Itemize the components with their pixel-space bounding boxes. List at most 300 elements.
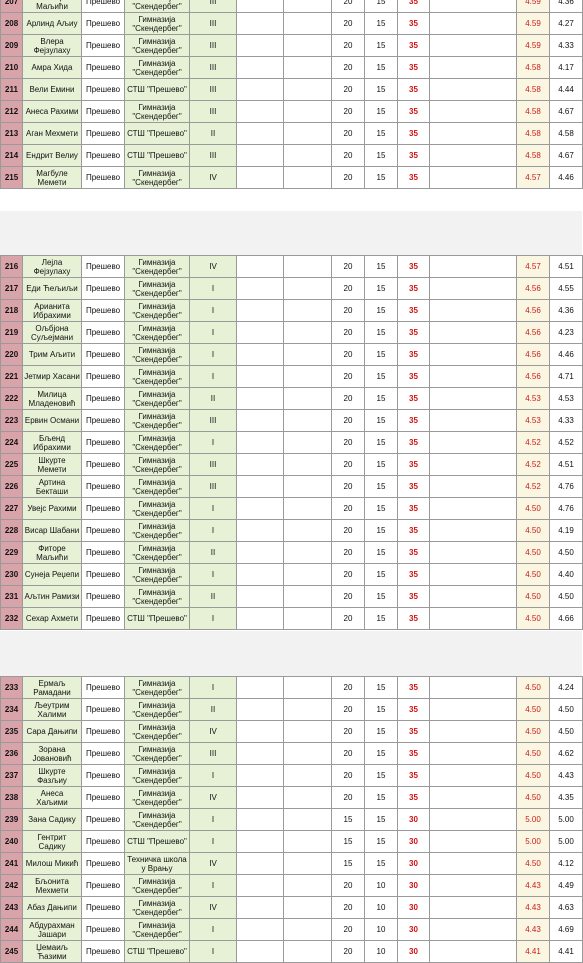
score-a-cell: 20 xyxy=(332,300,365,322)
student-name: Ендрит Велиу xyxy=(23,145,82,167)
score-a-cell: 20 xyxy=(332,721,365,743)
school-cell: Гимназија "Скендербег" xyxy=(125,57,190,79)
city-cell: Прешево xyxy=(82,809,125,831)
school-cell: Гимназија "Скендербег" xyxy=(125,897,190,919)
grade-cell: I xyxy=(190,278,237,300)
city-cell: Прешево xyxy=(82,366,125,388)
empty-cell xyxy=(284,564,332,586)
average-cell: 4.50 xyxy=(517,787,550,809)
grade-cell: I xyxy=(190,809,237,831)
grade-cell: IV xyxy=(190,897,237,919)
city-cell: Прешево xyxy=(82,677,125,699)
last-grade-cell: 4.51 xyxy=(550,256,583,278)
average-cell: 4.56 xyxy=(517,322,550,344)
row-number: 207 xyxy=(1,0,23,13)
table-row xyxy=(1,101,583,123)
student-name: Фиторе Маљићи xyxy=(23,542,82,564)
empty-cell xyxy=(430,919,517,941)
empty-cell xyxy=(284,366,332,388)
last-grade-cell: 4.24 xyxy=(550,677,583,699)
empty-cell xyxy=(237,344,284,366)
empty-cell xyxy=(237,586,284,608)
city-cell: Прешево xyxy=(82,101,125,123)
empty-cell xyxy=(237,300,284,322)
score-b-cell: 15 xyxy=(365,410,398,432)
city-cell: Прешево xyxy=(82,941,125,963)
grade-cell: II xyxy=(190,699,237,721)
empty-cell xyxy=(284,853,332,875)
grade-cell: I xyxy=(190,498,237,520)
last-grade-cell: 4.55 xyxy=(550,278,583,300)
table-row xyxy=(1,831,583,853)
total-points-cell: 35 xyxy=(398,278,430,300)
score-a-cell: 20 xyxy=(332,256,365,278)
city-cell: Прешево xyxy=(82,542,125,564)
school-cell: Гимназија "Скендербег" xyxy=(125,13,190,35)
empty-cell xyxy=(237,875,284,897)
student-name: Бљенд Ибрахими xyxy=(23,432,82,454)
city-cell: Прешево xyxy=(82,454,125,476)
school-cell: СТШ "Прешево" xyxy=(125,608,190,630)
total-points-cell: 35 xyxy=(398,765,430,787)
total-points-cell: 35 xyxy=(398,145,430,167)
average-cell: 4.50 xyxy=(517,542,550,564)
average-cell: 4.52 xyxy=(517,432,550,454)
student-name: Бљонита Мехмети xyxy=(23,875,82,897)
grade-cell: II xyxy=(190,542,237,564)
last-grade-cell: 4.17 xyxy=(550,57,583,79)
school-cell: "Скендербег" xyxy=(125,0,190,13)
empty-cell xyxy=(430,809,517,831)
total-points-cell: 35 xyxy=(398,0,430,13)
city-cell: Прешево xyxy=(82,699,125,721)
empty-cell xyxy=(237,256,284,278)
table-row xyxy=(1,809,583,831)
student-name: Абаз Дањипи xyxy=(23,897,82,919)
grade-cell: I xyxy=(190,831,237,853)
empty-cell xyxy=(284,278,332,300)
student-name: Висар Шабани xyxy=(23,520,82,542)
last-grade-cell: 4.63 xyxy=(550,897,583,919)
empty-cell xyxy=(430,57,517,79)
average-cell: 4.43 xyxy=(517,919,550,941)
student-name: Сунеја Реџепи xyxy=(23,564,82,586)
score-b-cell: 15 xyxy=(365,476,398,498)
score-b-cell: 15 xyxy=(365,322,398,344)
empty-cell xyxy=(430,101,517,123)
table-row xyxy=(1,454,583,476)
row-number: 235 xyxy=(1,721,23,743)
grade-cell: III xyxy=(190,476,237,498)
empty-cell xyxy=(237,743,284,765)
city-cell: Прешево xyxy=(82,919,125,941)
empty-cell xyxy=(284,498,332,520)
last-grade-cell: 4.36 xyxy=(550,300,583,322)
school-cell: Гимназија "Скендербег" xyxy=(125,410,190,432)
empty-cell xyxy=(237,941,284,963)
empty-cell xyxy=(284,586,332,608)
empty-cell xyxy=(430,765,517,787)
city-cell: Прешево xyxy=(82,278,125,300)
student-name: Артина Бекташи xyxy=(23,476,82,498)
school-cell: Гимназија "Скендербег" xyxy=(125,35,190,57)
average-cell: 4.50 xyxy=(517,498,550,520)
score-a-cell: 20 xyxy=(332,454,365,476)
row-number: 221 xyxy=(1,366,23,388)
empty-cell xyxy=(237,57,284,79)
score-b-cell: 15 xyxy=(365,498,398,520)
last-grade-cell: 4.19 xyxy=(550,520,583,542)
empty-cell xyxy=(284,542,332,564)
city-cell: Прешево xyxy=(82,344,125,366)
score-a-cell: 20 xyxy=(332,0,365,13)
score-b-cell: 15 xyxy=(365,765,398,787)
empty-cell xyxy=(430,344,517,366)
empty-cell xyxy=(284,699,332,721)
average-cell: 4.59 xyxy=(517,0,550,13)
score-b-cell: 15 xyxy=(365,13,398,35)
grade-cell: II xyxy=(190,388,237,410)
student-name: Аљтин Рамизи xyxy=(23,586,82,608)
empty-cell xyxy=(430,35,517,57)
last-grade-cell: 4.69 xyxy=(550,919,583,941)
table-row xyxy=(1,520,583,542)
row-number: 236 xyxy=(1,743,23,765)
empty-cell xyxy=(237,79,284,101)
average-cell: 4.41 xyxy=(517,941,550,963)
score-b-cell: 15 xyxy=(365,123,398,145)
average-cell: 5.00 xyxy=(517,809,550,831)
total-points-cell: 35 xyxy=(398,300,430,322)
grade-cell: IV xyxy=(190,256,237,278)
empty-cell xyxy=(284,0,332,13)
score-a-cell: 20 xyxy=(332,35,365,57)
average-cell: 4.56 xyxy=(517,366,550,388)
score-a-cell: 20 xyxy=(332,699,365,721)
row-number: 245 xyxy=(1,941,23,963)
row-number: 220 xyxy=(1,344,23,366)
empty-cell xyxy=(284,101,332,123)
school-cell: Гимназија "Скендербег" xyxy=(125,167,190,189)
grade-cell: I xyxy=(190,300,237,322)
score-a-cell: 20 xyxy=(332,743,365,765)
empty-cell xyxy=(430,322,517,344)
school-cell: Гимназија "Скендербег" xyxy=(125,919,190,941)
empty-cell xyxy=(284,432,332,454)
grade-cell: I xyxy=(190,765,237,787)
city-cell: Прешево xyxy=(82,476,125,498)
score-b-cell: 15 xyxy=(365,721,398,743)
grade-cell: IV xyxy=(190,167,237,189)
grade-cell: II xyxy=(190,123,237,145)
empty-cell xyxy=(430,366,517,388)
empty-cell xyxy=(284,809,332,831)
empty-cell xyxy=(237,699,284,721)
score-a-cell: 15 xyxy=(332,831,365,853)
row-number: 230 xyxy=(1,564,23,586)
row-number: 227 xyxy=(1,498,23,520)
school-cell: Гимназија "Скендербег" xyxy=(125,101,190,123)
average-cell: 4.53 xyxy=(517,410,550,432)
table-row xyxy=(1,167,583,189)
row-number: 217 xyxy=(1,278,23,300)
total-points-cell: 35 xyxy=(398,410,430,432)
table-row xyxy=(1,57,583,79)
student-name: Арианита Ибрахими xyxy=(23,300,82,322)
city-cell: Прешево xyxy=(82,432,125,454)
empty-cell xyxy=(430,743,517,765)
score-b-cell: 15 xyxy=(365,699,398,721)
empty-cell xyxy=(430,256,517,278)
grade-cell: III xyxy=(190,743,237,765)
table-row xyxy=(1,564,583,586)
score-b-cell: 15 xyxy=(365,853,398,875)
last-grade-cell: 4.46 xyxy=(550,167,583,189)
total-points-cell: 35 xyxy=(398,123,430,145)
student-name: Анеса Рахими xyxy=(23,101,82,123)
total-points-cell: 35 xyxy=(398,79,430,101)
city-cell: Прешево xyxy=(82,743,125,765)
school-cell: Гимназија "Скендербег" xyxy=(125,344,190,366)
table-row xyxy=(1,586,583,608)
score-b-cell: 15 xyxy=(365,520,398,542)
empty-cell xyxy=(284,520,332,542)
score-b-cell: 15 xyxy=(365,809,398,831)
last-grade-cell: 4.67 xyxy=(550,101,583,123)
empty-cell xyxy=(284,897,332,919)
empty-cell xyxy=(237,608,284,630)
empty-cell xyxy=(237,454,284,476)
empty-cell xyxy=(237,278,284,300)
last-grade-cell: 4.12 xyxy=(550,853,583,875)
score-b-cell: 15 xyxy=(365,79,398,101)
last-grade-cell: 5.00 xyxy=(550,831,583,853)
score-a-cell: 20 xyxy=(332,13,365,35)
score-a-cell: 20 xyxy=(332,787,365,809)
score-a-cell: 20 xyxy=(332,875,365,897)
empty-cell xyxy=(284,322,332,344)
row-number: 215 xyxy=(1,167,23,189)
grade-cell: III xyxy=(190,145,237,167)
grade-cell: II xyxy=(190,586,237,608)
city-cell: Прешево xyxy=(82,608,125,630)
table-row xyxy=(1,79,583,101)
empty-cell xyxy=(284,743,332,765)
student-name: Ољбјона Суљејмани xyxy=(23,322,82,344)
city-cell: Прешево xyxy=(82,35,125,57)
grade-cell: I xyxy=(190,564,237,586)
school-cell: Гимназија "Скендербег" xyxy=(125,787,190,809)
average-cell: 4.57 xyxy=(517,167,550,189)
empty-cell xyxy=(237,542,284,564)
student-name: Еди Ћељиљи xyxy=(23,278,82,300)
empty-cell xyxy=(430,897,517,919)
row-number: 218 xyxy=(1,300,23,322)
score-a-cell: 20 xyxy=(332,941,365,963)
empty-cell xyxy=(237,765,284,787)
empty-cell xyxy=(237,721,284,743)
average-cell: 4.59 xyxy=(517,35,550,57)
total-points-cell: 35 xyxy=(398,787,430,809)
score-b-cell: 15 xyxy=(365,145,398,167)
empty-cell xyxy=(237,831,284,853)
grade-cell: I xyxy=(190,608,237,630)
empty-cell xyxy=(430,13,517,35)
score-a-cell: 20 xyxy=(332,586,365,608)
city-cell: Прешево xyxy=(82,167,125,189)
school-cell: Гимназија "Скендербег" xyxy=(125,520,190,542)
empty-cell xyxy=(430,941,517,963)
total-points-cell: 30 xyxy=(398,853,430,875)
score-b-cell: 15 xyxy=(365,454,398,476)
last-grade-cell: 4.33 xyxy=(550,35,583,57)
school-cell: Гимназија "Скендербег" xyxy=(125,498,190,520)
empty-cell xyxy=(284,608,332,630)
table-row xyxy=(1,476,583,498)
school-cell: Гимназија "Скендербег" xyxy=(125,542,190,564)
empty-cell xyxy=(430,787,517,809)
last-grade-cell: 4.71 xyxy=(550,366,583,388)
average-cell: 4.50 xyxy=(517,586,550,608)
empty-cell xyxy=(430,520,517,542)
student-name: Аган Мехмети xyxy=(23,123,82,145)
empty-cell xyxy=(430,875,517,897)
empty-cell xyxy=(430,454,517,476)
school-cell: Техничка школа у Врању xyxy=(125,853,190,875)
total-points-cell: 35 xyxy=(398,256,430,278)
school-cell: Гимназија "Скендербег" xyxy=(125,721,190,743)
table-row xyxy=(1,853,583,875)
school-cell: Гимназија "Скендербег" xyxy=(125,432,190,454)
city-cell: Прешево xyxy=(82,831,125,853)
empty-cell xyxy=(237,0,284,13)
row-number: 224 xyxy=(1,432,23,454)
average-cell: 4.57 xyxy=(517,256,550,278)
school-cell: Гимназија "Скендербег" xyxy=(125,743,190,765)
total-points-cell: 35 xyxy=(398,322,430,344)
table-row xyxy=(1,13,583,35)
last-grade-cell: 4.51 xyxy=(550,454,583,476)
city-cell: Прешево xyxy=(82,875,125,897)
city-cell: Прешево xyxy=(82,520,125,542)
last-grade-cell: 4.67 xyxy=(550,145,583,167)
row-number: 225 xyxy=(1,454,23,476)
empty-cell xyxy=(237,366,284,388)
row-number: 244 xyxy=(1,919,23,941)
empty-cell xyxy=(284,941,332,963)
score-b-cell: 15 xyxy=(365,564,398,586)
average-cell: 4.52 xyxy=(517,476,550,498)
score-b-cell: 15 xyxy=(365,101,398,123)
table-row xyxy=(1,300,583,322)
score-a-cell: 20 xyxy=(332,366,365,388)
average-cell: 5.00 xyxy=(517,831,550,853)
row-number: 228 xyxy=(1,520,23,542)
last-grade-cell: 4.50 xyxy=(550,721,583,743)
score-b-cell: 15 xyxy=(365,278,398,300)
student-name: Магбуле Мемети xyxy=(23,167,82,189)
score-a-cell: 20 xyxy=(332,919,365,941)
empty-cell xyxy=(237,145,284,167)
average-cell: 4.50 xyxy=(517,853,550,875)
average-cell: 4.50 xyxy=(517,721,550,743)
row-number: 216 xyxy=(1,256,23,278)
student-name: Ермаљ Рамадани xyxy=(23,677,82,699)
score-b-cell: 15 xyxy=(365,677,398,699)
table-row xyxy=(1,919,583,941)
score-b-cell: 15 xyxy=(365,787,398,809)
empty-cell xyxy=(237,520,284,542)
score-a-cell: 20 xyxy=(332,278,365,300)
last-grade-cell: 4.52 xyxy=(550,432,583,454)
total-points-cell: 35 xyxy=(398,101,430,123)
city-cell: Прешево xyxy=(82,13,125,35)
city-cell: Прешево xyxy=(82,388,125,410)
city-cell: Прешево xyxy=(82,787,125,809)
score-b-cell: 15 xyxy=(365,256,398,278)
row-number: 229 xyxy=(1,542,23,564)
student-name: Милош Микић xyxy=(23,853,82,875)
score-a-cell: 20 xyxy=(332,476,365,498)
empty-cell xyxy=(237,498,284,520)
empty-cell xyxy=(430,586,517,608)
grade-cell: III xyxy=(190,35,237,57)
total-points-cell: 35 xyxy=(398,388,430,410)
student-name: Сара Дањипи xyxy=(23,721,82,743)
score-a-cell: 15 xyxy=(332,853,365,875)
score-a-cell: 20 xyxy=(332,542,365,564)
grade-cell: IV xyxy=(190,787,237,809)
table-row xyxy=(1,941,583,963)
school-cell: СТШ "Прешево" xyxy=(125,79,190,101)
empty-cell xyxy=(237,564,284,586)
student-name: Абдурахман Јашари xyxy=(23,919,82,941)
score-b-cell: 15 xyxy=(365,608,398,630)
empty-cell xyxy=(237,410,284,432)
row-number: 226 xyxy=(1,476,23,498)
score-a-cell: 20 xyxy=(332,897,365,919)
student-name: Увејс Рахими xyxy=(23,498,82,520)
city-cell: Прешево xyxy=(82,410,125,432)
row-number: 231 xyxy=(1,586,23,608)
school-cell: Гимназија "Скендербег" xyxy=(125,366,190,388)
student-name: Анеса Хаљими xyxy=(23,787,82,809)
last-grade-cell: 4.50 xyxy=(550,542,583,564)
empty-cell xyxy=(284,79,332,101)
row-number: 219 xyxy=(1,322,23,344)
row-number: 223 xyxy=(1,410,23,432)
empty-cell xyxy=(430,564,517,586)
table-row xyxy=(1,721,583,743)
page-break xyxy=(0,631,582,676)
empty-cell xyxy=(430,542,517,564)
score-a-cell: 20 xyxy=(332,101,365,123)
row-number: 242 xyxy=(1,875,23,897)
average-cell: 4.58 xyxy=(517,57,550,79)
last-grade-cell: 4.58 xyxy=(550,123,583,145)
total-points-cell: 35 xyxy=(398,498,430,520)
average-cell: 4.58 xyxy=(517,79,550,101)
city-cell: Прешево xyxy=(82,300,125,322)
student-name: Маљићи xyxy=(23,0,82,13)
empty-cell xyxy=(284,787,332,809)
student-name: Лејла Фејзулаху xyxy=(23,256,82,278)
grade-cell: III xyxy=(190,410,237,432)
city-cell: Прешево xyxy=(82,256,125,278)
last-grade-cell: 4.76 xyxy=(550,476,583,498)
grade-cell: I xyxy=(190,677,237,699)
score-a-cell: 20 xyxy=(332,344,365,366)
